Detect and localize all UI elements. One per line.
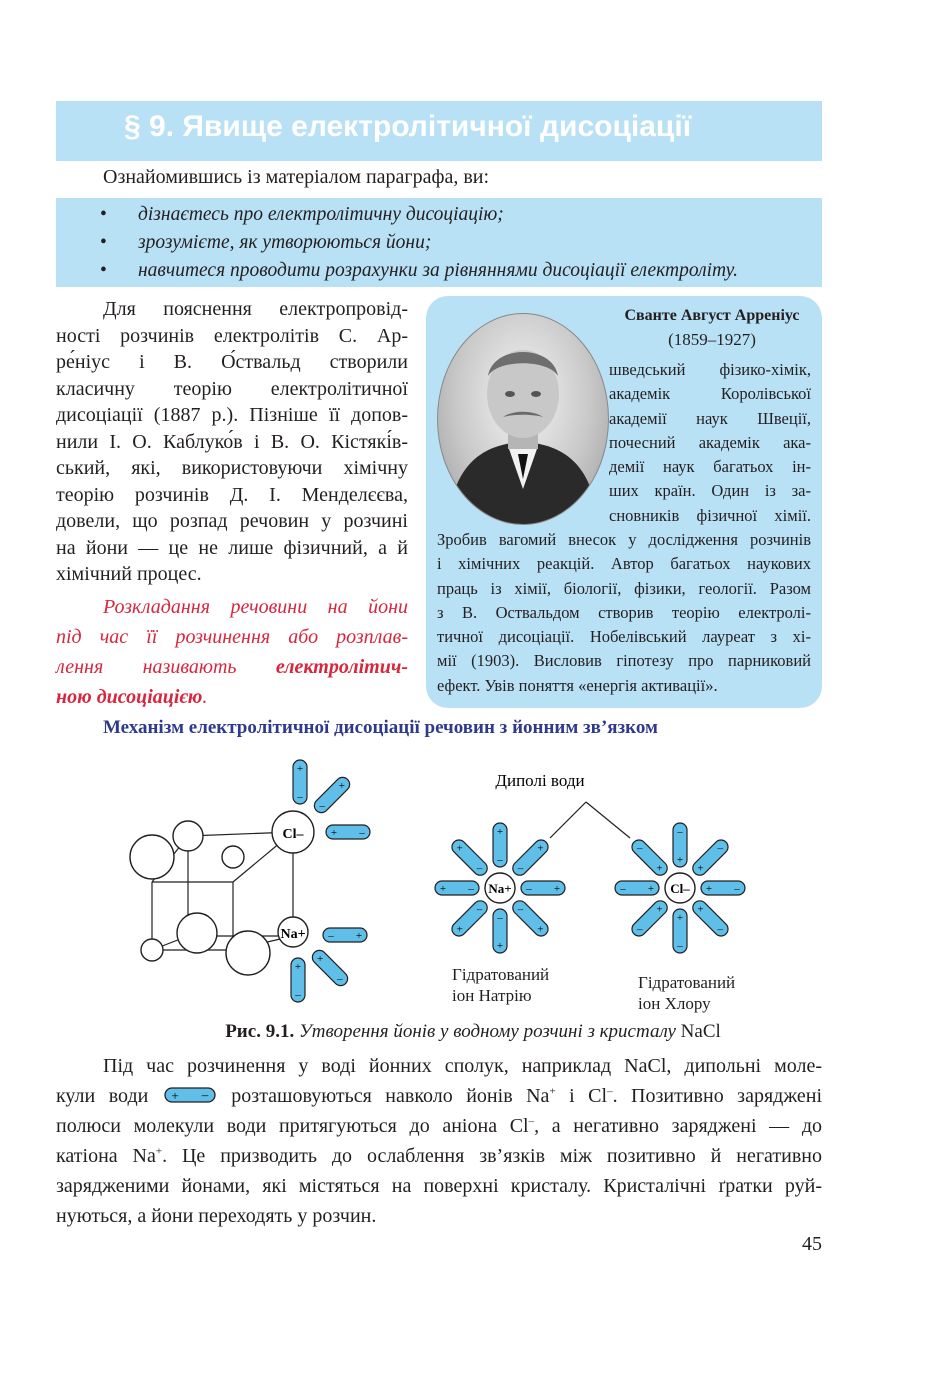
water-dipole bbox=[509, 898, 550, 939]
main-text: Для пояснення електропровід- ності розчинів електролітів С. Ар- ре́ніус і В. О́ствальд створили класичну теорію електролітичної дисоціації (1887 р.). Пізніше її допов- нили І. О. Каблуко́в і В. О. Кістякі́в- ський, які, використовуючи хімічну теорію розчинів Д. І. Менделєєва, довели, що розпад речовин у розчині на йони — це не лише фізичний, а й хімічний процес. bbox=[56, 298, 408, 585]
water-dipole bbox=[291, 958, 305, 1002]
water-dipole bbox=[326, 825, 370, 839]
svg-text:–: – bbox=[468, 883, 474, 895]
water-dipole bbox=[521, 881, 565, 895]
figure-caption: Рис. 9.1. Утворення йонів у водному розчині з кристалу NaCl bbox=[225, 1021, 721, 1042]
svg-text:–: – bbox=[517, 903, 524, 916]
dipoles-label: Диполі води bbox=[495, 771, 585, 790]
svg-text:–: – bbox=[734, 883, 740, 895]
bio-text-full: Зробив вагомий внесок у дослідження розчинів і хімічних реакцій. Автор багатьох наукових праць із хімії, біології, фізики, геології. Разом з В. Оствальдом створив теорію електролі- тичної дисоціації. Нобелівський лауреат з хі- мії (1903). Висловив гіпотезу про парниковий ефект. Увів поняття «енергія активації». bbox=[437, 530, 811, 695]
svg-text:–: – bbox=[636, 842, 643, 855]
svg-text:+: + bbox=[697, 862, 704, 875]
hydrated-na-label: Гідратований іон Натрію bbox=[452, 965, 550, 1005]
water-dipole bbox=[689, 898, 730, 939]
svg-text:+: + bbox=[496, 826, 504, 838]
svg-text:+: + bbox=[456, 842, 463, 855]
svg-text:+: + bbox=[296, 763, 304, 775]
svg-text:–: – bbox=[636, 923, 643, 936]
svg-text:–: – bbox=[476, 862, 483, 875]
figure-dissociation bbox=[120, 750, 760, 1020]
bio-years: (1859–1927) bbox=[668, 330, 756, 349]
water-dipole bbox=[311, 774, 352, 815]
svg-text:+: + bbox=[294, 961, 302, 973]
water-dipole bbox=[673, 909, 687, 953]
svg-text:+: + bbox=[537, 842, 544, 855]
lattice-dipoles bbox=[291, 760, 370, 1002]
svg-text:–: – bbox=[297, 791, 303, 803]
svg-text:+: + bbox=[656, 862, 663, 875]
water-dipole bbox=[449, 898, 490, 939]
ion-label-na-lattice: Na+ bbox=[280, 927, 306, 942]
svg-text:+: + bbox=[553, 883, 561, 895]
svg-text:+: + bbox=[656, 903, 663, 916]
bio-name: Сванте Август Арреніус bbox=[624, 307, 800, 324]
water-dipole bbox=[510, 837, 551, 878]
svg-text:–: – bbox=[677, 826, 683, 838]
water-dipole bbox=[493, 823, 507, 867]
svg-text:+: + bbox=[496, 940, 504, 952]
water-dipole bbox=[435, 881, 479, 895]
svg-text:+: + bbox=[676, 854, 684, 866]
water-dipole bbox=[323, 928, 367, 942]
svg-text:–: – bbox=[476, 903, 483, 916]
leader-line bbox=[586, 802, 630, 838]
svg-text:–: – bbox=[295, 989, 301, 1001]
svg-text:–: – bbox=[717, 923, 724, 936]
svg-text:+: + bbox=[338, 780, 346, 793]
ion-label-cl-lattice: Cl– bbox=[282, 827, 304, 842]
goals-band: • дізнаєтесь про електролітичну дисоціацію; • зрозумієте, як утворюються йони; • навчитеся проводити розрахунки за рівняннями дисоціації електроліту. bbox=[56, 198, 822, 287]
svg-text:–: – bbox=[337, 972, 343, 985]
portrait-image bbox=[437, 313, 609, 525]
water-dipole bbox=[701, 881, 745, 895]
page-number: 45 bbox=[802, 1233, 822, 1255]
subheading: Механізм електролітичної дисоціації речовин з йонним зв’язком bbox=[103, 717, 658, 738]
svg-text:+: + bbox=[456, 923, 463, 936]
svg-text:+: + bbox=[330, 827, 338, 839]
ion-label: Cl– bbox=[670, 881, 690, 896]
water-dipole bbox=[449, 837, 490, 878]
svg-text:+: + bbox=[316, 953, 324, 966]
water-dipole bbox=[629, 837, 670, 878]
leader-line bbox=[550, 802, 586, 838]
svg-text:+: + bbox=[676, 912, 684, 924]
ion-label: Na+ bbox=[488, 881, 512, 896]
svg-text:–: – bbox=[201, 1087, 209, 1102]
bio-text-right: шведський фізико-хімік, академік Королівської академії наук Швеції, почесний академік ака- демії наук багатьох ін- ших країн. Один із за- сновників фізичної хімії. bbox=[609, 360, 811, 525]
water-dipole-icon bbox=[162, 1085, 218, 1105]
bullet: • bbox=[100, 232, 107, 253]
body-paragraph: Під час розчинення у воді йонних сполук, наприклад NaCl, дипольні моле- кули води + – розташовуються навколо йонів Na+ і Cl–. Позитивно заряджені полюси молекули води притягуються до аніона Cl–, а негативно заряджені — до катіона Na+. Це призводить до ослаблення зв’язків між позитивно й негативно зарядженими йонами, які містяться на поверхні кристалу. Кристалічні ґратки руй- нуються, а йони переходять у розчин. bbox=[56, 1055, 823, 1227]
svg-text:+: + bbox=[705, 883, 713, 895]
svg-text:–: – bbox=[497, 912, 503, 924]
hydrated-chloride-ion bbox=[615, 823, 745, 953]
water-dipole bbox=[293, 760, 307, 804]
svg-text:–: – bbox=[359, 827, 365, 839]
svg-text:+: + bbox=[647, 883, 655, 895]
svg-text:–: – bbox=[526, 883, 532, 895]
svg-text:–: – bbox=[677, 940, 683, 952]
svg-text:–: – bbox=[517, 862, 524, 875]
svg-text:–: – bbox=[328, 930, 334, 942]
svg-text:+: + bbox=[171, 1088, 179, 1103]
svg-text:–: – bbox=[319, 799, 325, 812]
svg-text:–: – bbox=[717, 842, 724, 855]
water-dipole bbox=[615, 881, 659, 895]
water-dipole bbox=[690, 837, 731, 878]
water-dipole bbox=[629, 898, 670, 939]
definition: Розкладання речовини на йони під час її розчинення або розплав- лення називають електролітич- ною дисоціацією. bbox=[56, 596, 409, 708]
svg-text:+: + bbox=[537, 923, 544, 936]
hydrated-sodium-ion bbox=[435, 823, 565, 953]
svg-text:+: + bbox=[697, 903, 704, 916]
water-dipole bbox=[309, 947, 350, 988]
svg-text:+: + bbox=[355, 930, 363, 942]
bullet: • bbox=[100, 204, 107, 225]
water-dipole bbox=[493, 909, 507, 953]
intro-text: Ознайомившись із матеріалом параграфа, ви: bbox=[103, 166, 490, 188]
hydrated-cl-label: Гідратований іон Хлору bbox=[638, 973, 736, 1013]
svg-text:–: – bbox=[620, 883, 626, 895]
svg-text:+: + bbox=[439, 883, 447, 895]
svg-text:–: – bbox=[497, 854, 503, 866]
water-dipole bbox=[673, 823, 687, 867]
page-title: § 9. Явище електролітичної дисоціації bbox=[124, 110, 692, 143]
bullet: • bbox=[100, 260, 107, 281]
